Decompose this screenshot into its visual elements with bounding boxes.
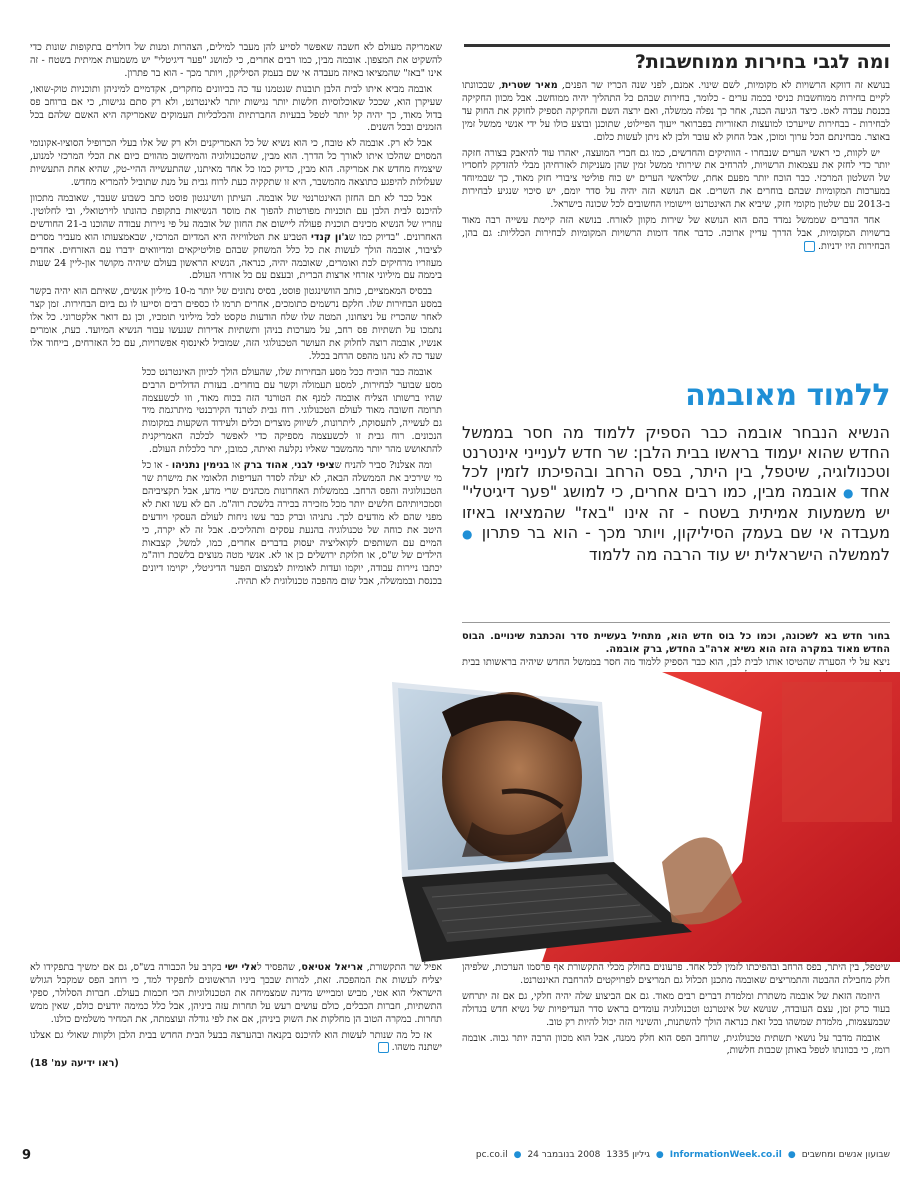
- person-name: מאיר שטרית: [501, 80, 558, 91]
- divider: [462, 622, 890, 623]
- person-name: אלי ישי: [224, 962, 258, 973]
- brand-link[interactable]: InformationWeek.co.il: [669, 1150, 782, 1160]
- bullet-dot-icon: ●: [513, 1150, 522, 1160]
- paragraph: אובמה כבר הוכיח ככל מסע הבחירות שלו, שהעולם הולך לכיוון האינטרנט ככל מסע שבוער לבחירות, למסע תעמולה וקשר עם בוחרים. בעזרת הדולרים הרבים שהיו ברשותו הצליח אובמה למנף את הטורנד הזה בכוח מאוד, וזו לכשעצמה תרומה חשובה מאוד לעולם הטכנולוגי. רוח גבית לטרנד הקירבנטי מיתרגמת מיד גם לעשייה, לתעסוקת, ליתרונות, לשיווק מוצרים וכלים ולעידוד השקעות במקומות הנכונים. רוח גבית זו לכשעצמה מספיקה כדי לאפשר לכלכה האמריקנית להתאושש מהר יותר מהמשבר שאליו נקלעה ואיתה, כמובן, יתר כלכלות העולם.: [142, 366, 442, 456]
- person-name: אהוד ברק: [243, 460, 289, 472]
- paragraph: בנושא זה דווקא הרשויות לא מקומיות, לשם שינוי. אמנם, לפני שנה הכריז שר הפנים, מאיר שטרית, שבכוונתו לקיים בחירות ממוחשבות כניסי בכמה ערים - כלומר, בחירות שבהם כל התהליך יהיה ממוחשב. אבל מכוון החקיקה בכנסת עבדה לאט. כיצד הגיעה הכנה, אחר כך נפלה ממשלה, ואם ירצה השם והחקיקה תספיק לחוקק את החוק עד לבחירות - בבחירות שייערכו למועצות האזוריות בפברואר ייעוך הפיילוט, שתוכנן ובוצע כולו על ידי אנשי ממשל זמין באוצר. מבחינתם הכל ערוך ומוכן, אבל החוק לא עובר ולכן לא ניתן לעשות כלום.: [462, 80, 890, 143]
- paragraph: בבסיס המאמציים, כותב הוושינגטון פוסט, בסיס נתונים של יותר מ-10 מיליון אנשים, שאיתם הוא יהיה בקשר במסע הבחירות שלו. חלקם נרשמים כתומכים, אחרים תרמו לו כספים רבים וסייעו לו גם ביום הבחירות. זמן קצר לאחר שהכריז על ניצחונו, המטה שלו שלח הודעות טקסט לכל מיליוני תומכיו, וכן גם דואר אלקטרוני. כל אלו נתמכו על תשתיות פס רחב, על מערכות בניהן ותשתיות אדירות שנעשו עבור הנשיא המיועד. כעת, אומרים אנשיו, אובמה רוצה לחלוק את העושר הטכנולוגי הזה, שמוביל לאינסוף אפשרויות, עם כל האזרחים, בייחוד אלו שעד כה לא נהנו מהפס הרחב בכלל.: [30, 286, 442, 362]
- bottom-right-column: [462, 962, 890, 1061]
- paragraph: שאמריקה מעולם לא חשבה שאפשר לסייע להן מעבר למילים, הצהרות ומנות של דולרים בתקופות שונות כדי להשקיט את המצפון. אובמה מבין, כמו רבים אחרים, כי למושג "פער דיגיטלי" יש משמעות אמיתית בשטח - זה אינו "באז" שהמציאו באיזה מעבדה אי שם בעמק הסיליקון, ויותר מכך - הוא בר פתרון.: [30, 42, 442, 79]
- headline: ללמוד מאובמה: [685, 378, 890, 413]
- paragraph: אובמה מדבר על נושאי תשתית טכנולוגית, שרוחב הפס הוא חלק ממנה, אבל הוא מכוון הרבה יותר גבוה. אובמה רומז, כי בכוונתו לטפל באותן שכבות חלשות,: [462, 1032, 890, 1057]
- paragraph: יש לקוות, כי ראשי הערים שנבחרו - הוותיקים והחדשים, כמו גם חברי המועצה, יאהרו עוד להיאבק בצורה חזקה יותר כדי לחזק את עצמאות הרשויות, להרחיב את שירותי ממשל זמין שהן מעניקות לאזרחיהן מבלי להזדקק לחסדיו של השלטון המרכזי. כבר הוכח יותר מפעם אחת, שלראשי הערים יש כוח פוליטי ציבורי חזק מאוד, כך שבמיוחד במערכות המקומיות שבהם בוחרים את השרים. אם הנושא הזה יהיה על סדר יומם, יש סיכוי שנגיע לבחירות ב-2013 עם שלטון מקומי חזק, שיביא את האינטרנט ויישומיו החשובים לכל שכונה בישראל.: [462, 147, 890, 211]
- paragraph: אחד הדברים שממשל נמדד בהם הוא הנושא של שירות מקוון לאזרח. בנושא הזה קיימת עשייה רבה מאוד ברשויות המקומיות, אבל הדרך עדיין ארוכה. כדבר אחד דומות הרשויות המקומיות לבחירות הכלליות: גם בהן, הבחירות היו ידניות.: [462, 215, 890, 252]
- person-name: ג'ון קנדי: [311, 231, 349, 243]
- publication-name: שבועון אנשים ומחשבים: [801, 1150, 890, 1160]
- person-name: בנימין נתניהו: [171, 460, 230, 472]
- paragraph: אפיל שר התקשורת, אריאל אטיאס, שהפסיד לאלי ישי בקרב על הכבורה בש"ס, גם אם ימשיך בתפקידו לא יצליח לעשות את המהפכה. זאת, למרות שבכך ביניו הראשונים לתפקיד למד, כי רוחב הפס שמקבל הגולש הישראלי הוא אטי, מביש ומביייש מדינה שמצמיחה את הטכנולוגיות הכי חכמות בעולם. חברות הסלולר, ספקי התשתיות, חברות הכבלים, כולם עושים רעש על תחרות עזה ביניהן, אבל כלל כמימה יודעים כולם, שאין ממש תחרות. במקרה הטוב הן מחלקות את השוק ביניהן, אם את לפי גודלה ועוצמתה, את המחיר משלמים כולנו.: [30, 962, 442, 1025]
- paragraph: ומה אצלנו? סביר להניח שציפי לבני, אהוד ברק או בנימין נתניהו - או כל מי שירכיב את הממשלה הבאה, לא יעלה לסדר העדיפות הלאומי את מישרת שר הטכנולוגיה והפס הרחב. בממשלות האחרונות מכהנים שרי מדע, אבל תקציביהם וסמכויותיהם חלשים יותר מכל מזכירה בכירה בלשכת רוה"מ. הם לא עשו זאת לא מפני שהם לא מודעים לכך. נתניהו וברק כבר עשו ניחות לעולם העסקי ויודעים היטב את כוחה של טכנולוגיה בהנעת עסקים ותהליכים. אבל זה לא יקרה, כי המיים עם השותפים לקואליציה יעסוק בדברים אחרים, כמו, למשל, קצבאות הילדים של ש"ס, או חלוקת ירושלים כן או לא. אנשי מטה מנוצים בלשכת רוה"מ יכתבו ניירות עבודה, יוקמו ועדות לאומיות לצמצום הפער הדיגיטלי, יקוימו דיונים בכנסת ובממשלה, אבל שום מהפכה טכנולוגית לא תהיה.: [142, 460, 442, 588]
- article-end-icon: [804, 241, 815, 252]
- laptop-photo: [362, 672, 900, 962]
- paragraph: אז כל מה שנותר לעשות הוא להיכנס בקנאה ובהערצה בבעל הבית החדש בבית הלבן ולקוות שאולי גם אצלנו ישתנה משהו.: [30, 1029, 442, 1054]
- paragraph: אבל לא רק. אובמה לא טובח, כי הוא נשיא של כל האמריקנים ולא רק של אלו בעלי הכרופיל הסוציו-אקונומי המסוים שהלכו איתו לאורך כל הדרך. הוא מבין, שהטכנולוגיה והמיחשוב מהווים כיום את הכלי המרכזי למנוע, שיצמיח מחדש את אמריקה. הוא מבין, כדיוק כמו כל אחד מאיתנו, שהתעשייה ההיי-טק, שהיא אחת התעשיות שעלולות להיפגע כתוצאה מהמשבר, היא זו שתקקיה כעת לרוח גבית על מנת שתוביל להמריא מחדש.: [30, 138, 442, 189]
- issue-date: 2008 בנובמבר 24: [527, 1150, 601, 1160]
- person-name: ציפי לבני: [294, 460, 335, 472]
- paragraph: שיטפל, בין היתר, בפס הרחב ובהפיכתו לזמין לכל אחד. פרעונים בחולק מכלי התקשורת אף פרסמו הערכות, שלפיהן חלק מחבילת ההבטה והתמריצים שאובמה מתכנן תכלול גם תמריצים לפרויקטים להרחבת האינטרנט.: [462, 962, 890, 986]
- site-link[interactable]: pc.co.il: [475, 1150, 508, 1160]
- bottom-left-column: [30, 962, 442, 1074]
- bullet-dot-icon: ●: [655, 1150, 664, 1160]
- paragraph: היוזמה הזאת של אובמה משתרת ומלמדת דברים רבים מאוד. גם אם הביצוע שלה יהיה חלקי, גם אם זה יתרחש בעוד כרק זמן, עצם העובדה, שנושא של אינטרנט וטכנולוגיה עומדים בראש סדר העדיפויות של נשיא חדש בגדולה שבמעצמות, מלמדת שמשהו בכל זאת כנראה הולך להשתנות, והשינוי הזה יכול להיות רק טוב.: [462, 990, 890, 1028]
- article-end-icon: [378, 1042, 389, 1053]
- paragraph: אבל ככר לא תם החזון האינטרנטי של אובמה. העיתון וושינגטון פוסט כתב כשבוע שעבר, שאובמה מתכוון להיכנס לבית הלבן עם תוכניות מפורטות להפוך את מוסד הנשיאות בתקופת כהונתו לוירטואלי, ובי לחלוטין. עוזריו של הנשיא מכינים תוכנית פעולה ליישום את החזון של אובמה על פי ניירות עבודה שהוכנו ב-21 החודשים האחרונים. "בדיוק כמו שג'ון קנדי הטביע את הטלוויזיה היא המדיום המרכזי, שבאמצעותו הוא מעביר מסרים לציבור, אובמה הולך לעשות את כל כלל המשחק שבהם פוליטיקאים ומדיוואים ידברו עם האזרחים. אחדים מעוזריו מרחיקים לכת ואומרים, שאובמה יהיה, כנראה, הנשיא הראשון בעולם שיהיה מקושר און-ליין 24 שעות ביממה עם מיליוני אזרחי ארצות הברית, ובעצם עם כל אזרחי העולם.: [30, 192, 443, 282]
- author-note: (ראו ידיעה עמ' 18): [30, 1058, 119, 1070]
- paragraph: אובמה מביא איתו לבית הלבן תובנות שנטמנו עד כה בכיוונים מחקרים, אקדמיים למיניהן ותוכניות טוק-שואו, שעיקרן הוא, שככל שאוכלוסיות חלשות יותר נגישות יותר לאינטרנט, ולא רק סתם נגישות, כי אם ברוחב פס בדול מאוד, כך יהיה קל יותר לטפל בבעיות החברתיות והכלכליות העמוקים שאמריקה היא האשם שלהם בכל הזמנים ובכל השנים.: [30, 83, 442, 134]
- page-number: 9: [22, 1148, 32, 1163]
- right-column: [462, 80, 890, 257]
- bullet-dot-icon: ●: [462, 526, 475, 541]
- laptop-photo-illustration: [362, 672, 900, 962]
- section-heading: ומה לגבי בחירות ממוחשבות?: [464, 44, 890, 73]
- left-column: [30, 42, 442, 592]
- intro-paragraph: בחור חדש בא לשכונה, וכמו כל בוס חדש הוא, מתחיל בעשיית סדר והכתבת שינויים. הבוס החדש מאוד במקרה הזה הוא נשיא ארה"ב החדש, ברק אובמה. ניצא על לי הסערה שהטיסו אותו לבית לבן, הוא כבר הספיק ללמוד מה חסר בממשל החדש שיהיה בראשותו בבית: [462, 631, 890, 668]
- bullet-dot-icon: ●: [787, 1150, 796, 1160]
- bullet-dot-icon: ●: [842, 485, 855, 500]
- issue-number: גיליון 1335: [606, 1150, 650, 1160]
- person-name: אריאל אטיאס: [301, 962, 364, 973]
- lead-paragraph: הנשיא הנבחר אובמה כבר הספיק ללמוד מה חסר בממשל החדש שהוא יעמוד בראשו בבית הלבן: שר חדש לענייני אינטרנט וטכנולוגיה, שיטפל, בין היתר, בפס הרחב ובהפיכתו לזמין לכל אחד ● אובמה מבין, כמו רבים אחרים, כי למושג "פער דיגיטלי" יש משמעות אמיתית בשטח - זה אינו "באז" שהמציאו באיזו מעבדה אי שם בעמק הסיליקון, ויותר מכך - הוא בר פתרון ● לממשלה הישראלית יש עוד הרבה מה ללמוד: [462, 423, 890, 564]
- page-footer: [20, 1150, 890, 1160]
